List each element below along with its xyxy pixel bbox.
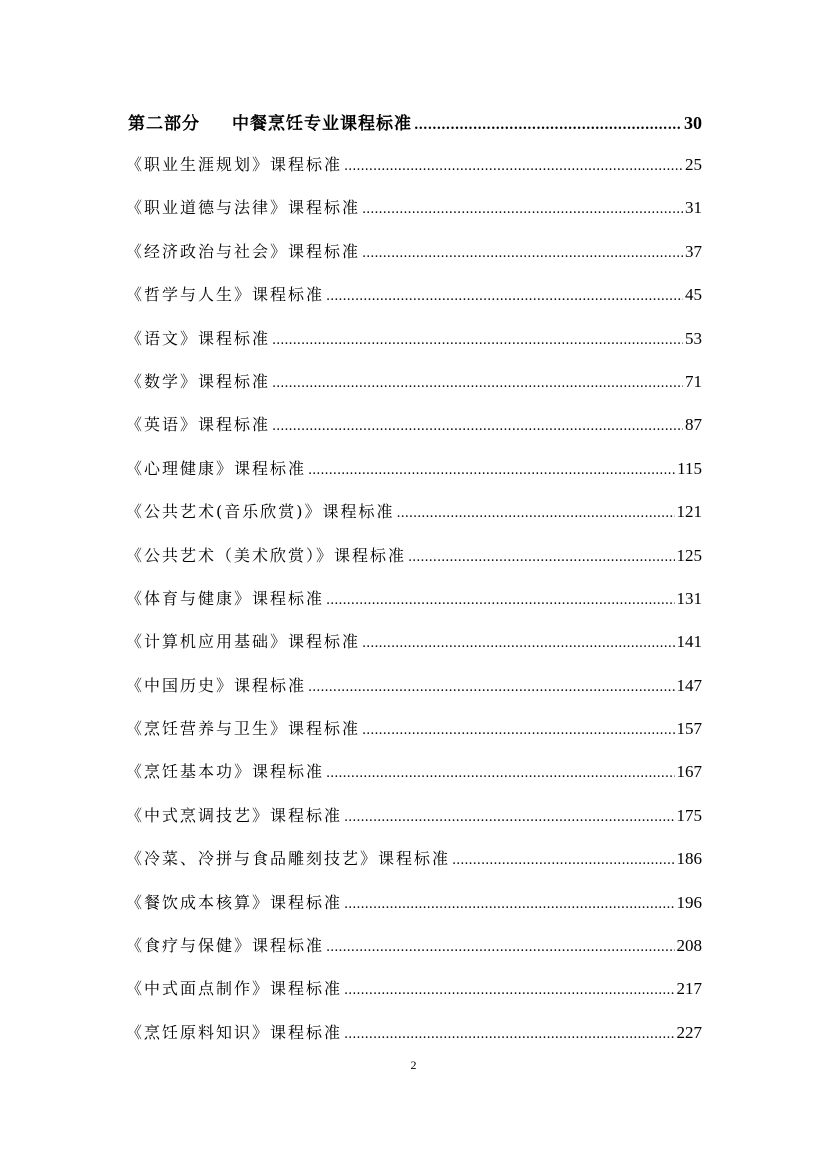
toc-leader [397, 499, 675, 529]
toc-entry-page: 147 [676, 675, 702, 695]
toc-entry-page: 167 [676, 762, 702, 782]
toc-entry[interactable] [126, 888, 702, 931]
toc-entry[interactable] [126, 801, 702, 844]
toc-entry-title: 《职业道德与法律》课程标准 [126, 198, 361, 218]
toc-entry-page: 53 [685, 328, 702, 348]
toc-entry-page: 31 [685, 198, 702, 218]
toc-heading-part: 第二部分 [128, 114, 200, 134]
toc-leader [344, 803, 674, 833]
page-number: 2 [410, 1058, 417, 1072]
toc-entry-page: 175 [676, 805, 702, 825]
toc-entry-title: 《中国历史》课程标准 [126, 675, 307, 695]
toc-entry[interactable] [126, 497, 702, 540]
toc-entry[interactable] [126, 844, 702, 887]
toc-leader [272, 326, 683, 356]
toc-entry[interactable] [126, 193, 702, 236]
toc-leader [362, 716, 674, 746]
toc-entry[interactable] [126, 931, 702, 974]
toc-heading-title: 中餐烹饪专业课程标准 [232, 114, 412, 134]
toc-entry-title: 《中式烹调技艺》课程标准 [126, 805, 343, 825]
toc-leader [308, 456, 675, 486]
toc-entry-title: 《烹饪基本功》课程标准 [126, 762, 325, 782]
toc-entry-title: 《公共艺术(音乐欣赏)》课程标准 [126, 502, 395, 522]
toc-leader [344, 152, 683, 182]
toc-entry[interactable] [126, 410, 702, 453]
toc-leader [414, 111, 682, 141]
toc-entry[interactable] [126, 974, 702, 1017]
toc-entry-page: 25 [685, 155, 702, 174]
toc-entry-title: 《语文》课程标准 [126, 328, 271, 348]
toc-entry-title: 《哲学与人生》课程标准 [126, 285, 325, 305]
toc-entry-page: 157 [676, 719, 702, 739]
toc-entry-title: 《餐饮成本核算》课程标准 [126, 892, 343, 912]
toc-entry-title: 《心理健康》课程标准 [126, 458, 307, 478]
toc-entry-page: 71 [685, 371, 702, 391]
toc-heading[interactable] [128, 108, 702, 150]
toc-entry-page: 196 [676, 892, 702, 912]
toc-entry-title: 《烹饪营养与卫生》课程标准 [126, 719, 361, 739]
toc-heading-page: 30 [684, 113, 702, 133]
toc-entry-page: 121 [676, 502, 702, 522]
toc-leader [272, 412, 683, 442]
toc-entry[interactable] [126, 324, 702, 367]
toc-entry-list [128, 150, 702, 1061]
toc-entry[interactable] [126, 1018, 702, 1061]
toc-entry-title: 《体育与健康》课程标准 [126, 588, 325, 608]
toc-entry[interactable] [126, 671, 702, 714]
toc-entry-page: 186 [676, 849, 702, 869]
toc-leader [308, 673, 674, 703]
toc-entry-page: 115 [677, 458, 702, 478]
toc-leader [362, 629, 674, 659]
toc-entry-title: 《计算机应用基础》课程标准 [126, 632, 361, 652]
toc-entry[interactable] [126, 280, 702, 323]
toc-entry[interactable] [126, 541, 702, 584]
toc-entry-page: 125 [676, 545, 702, 565]
toc-leader [272, 369, 683, 399]
toc-entry-title: 《数学》课程标准 [126, 371, 271, 391]
toc-entry-page: 131 [676, 588, 702, 608]
toc-heading-label [128, 109, 412, 139]
toc-leader [326, 282, 683, 312]
toc-entry-page: 37 [685, 241, 702, 261]
toc-entry[interactable] [126, 584, 702, 627]
toc-entry-title: 《公共艺术（美术欣赏）》课程标准 [126, 545, 407, 565]
toc-leader [326, 759, 674, 789]
toc-entry-title: 《烹饪原料知识》课程标准 [126, 1022, 343, 1042]
toc-entry-title: 《经济政治与社会》课程标准 [126, 241, 361, 261]
toc-leader [344, 890, 674, 920]
toc-entry-page: 141 [676, 632, 702, 652]
toc-leader [362, 239, 683, 269]
toc-leader [452, 846, 674, 876]
toc-entry-title: 《冷菜、冷拼与食品雕刻技艺》课程标准 [126, 849, 451, 869]
toc-entry-title: 《食疗与保健》课程标准 [126, 936, 325, 956]
toc-entry-page: 45 [685, 285, 702, 305]
table-of-contents [128, 108, 702, 1061]
toc-entry-title: 《英语》课程标准 [126, 415, 271, 435]
toc-leader [326, 586, 674, 616]
toc-entry[interactable] [126, 367, 702, 410]
toc-leader [344, 976, 674, 1006]
toc-leader [344, 1020, 674, 1050]
toc-entry[interactable] [126, 150, 702, 193]
toc-entry-title: 《中式面点制作》课程标准 [126, 979, 343, 999]
toc-entry-page: 227 [676, 1022, 702, 1042]
toc-entry-page: 208 [676, 936, 702, 956]
toc-entry-page: 217 [676, 979, 702, 999]
toc-entry-page: 87 [685, 415, 702, 435]
toc-entry[interactable] [126, 627, 702, 670]
toc-leader [326, 933, 674, 963]
toc-leader [408, 543, 674, 573]
toc-entry[interactable] [126, 454, 702, 497]
toc-entry[interactable] [126, 757, 702, 800]
toc-entry-title: 《职业生涯规划》课程标准 [126, 155, 343, 174]
toc-entry[interactable] [126, 714, 702, 757]
toc-leader [362, 195, 683, 225]
toc-entry[interactable] [126, 237, 702, 280]
